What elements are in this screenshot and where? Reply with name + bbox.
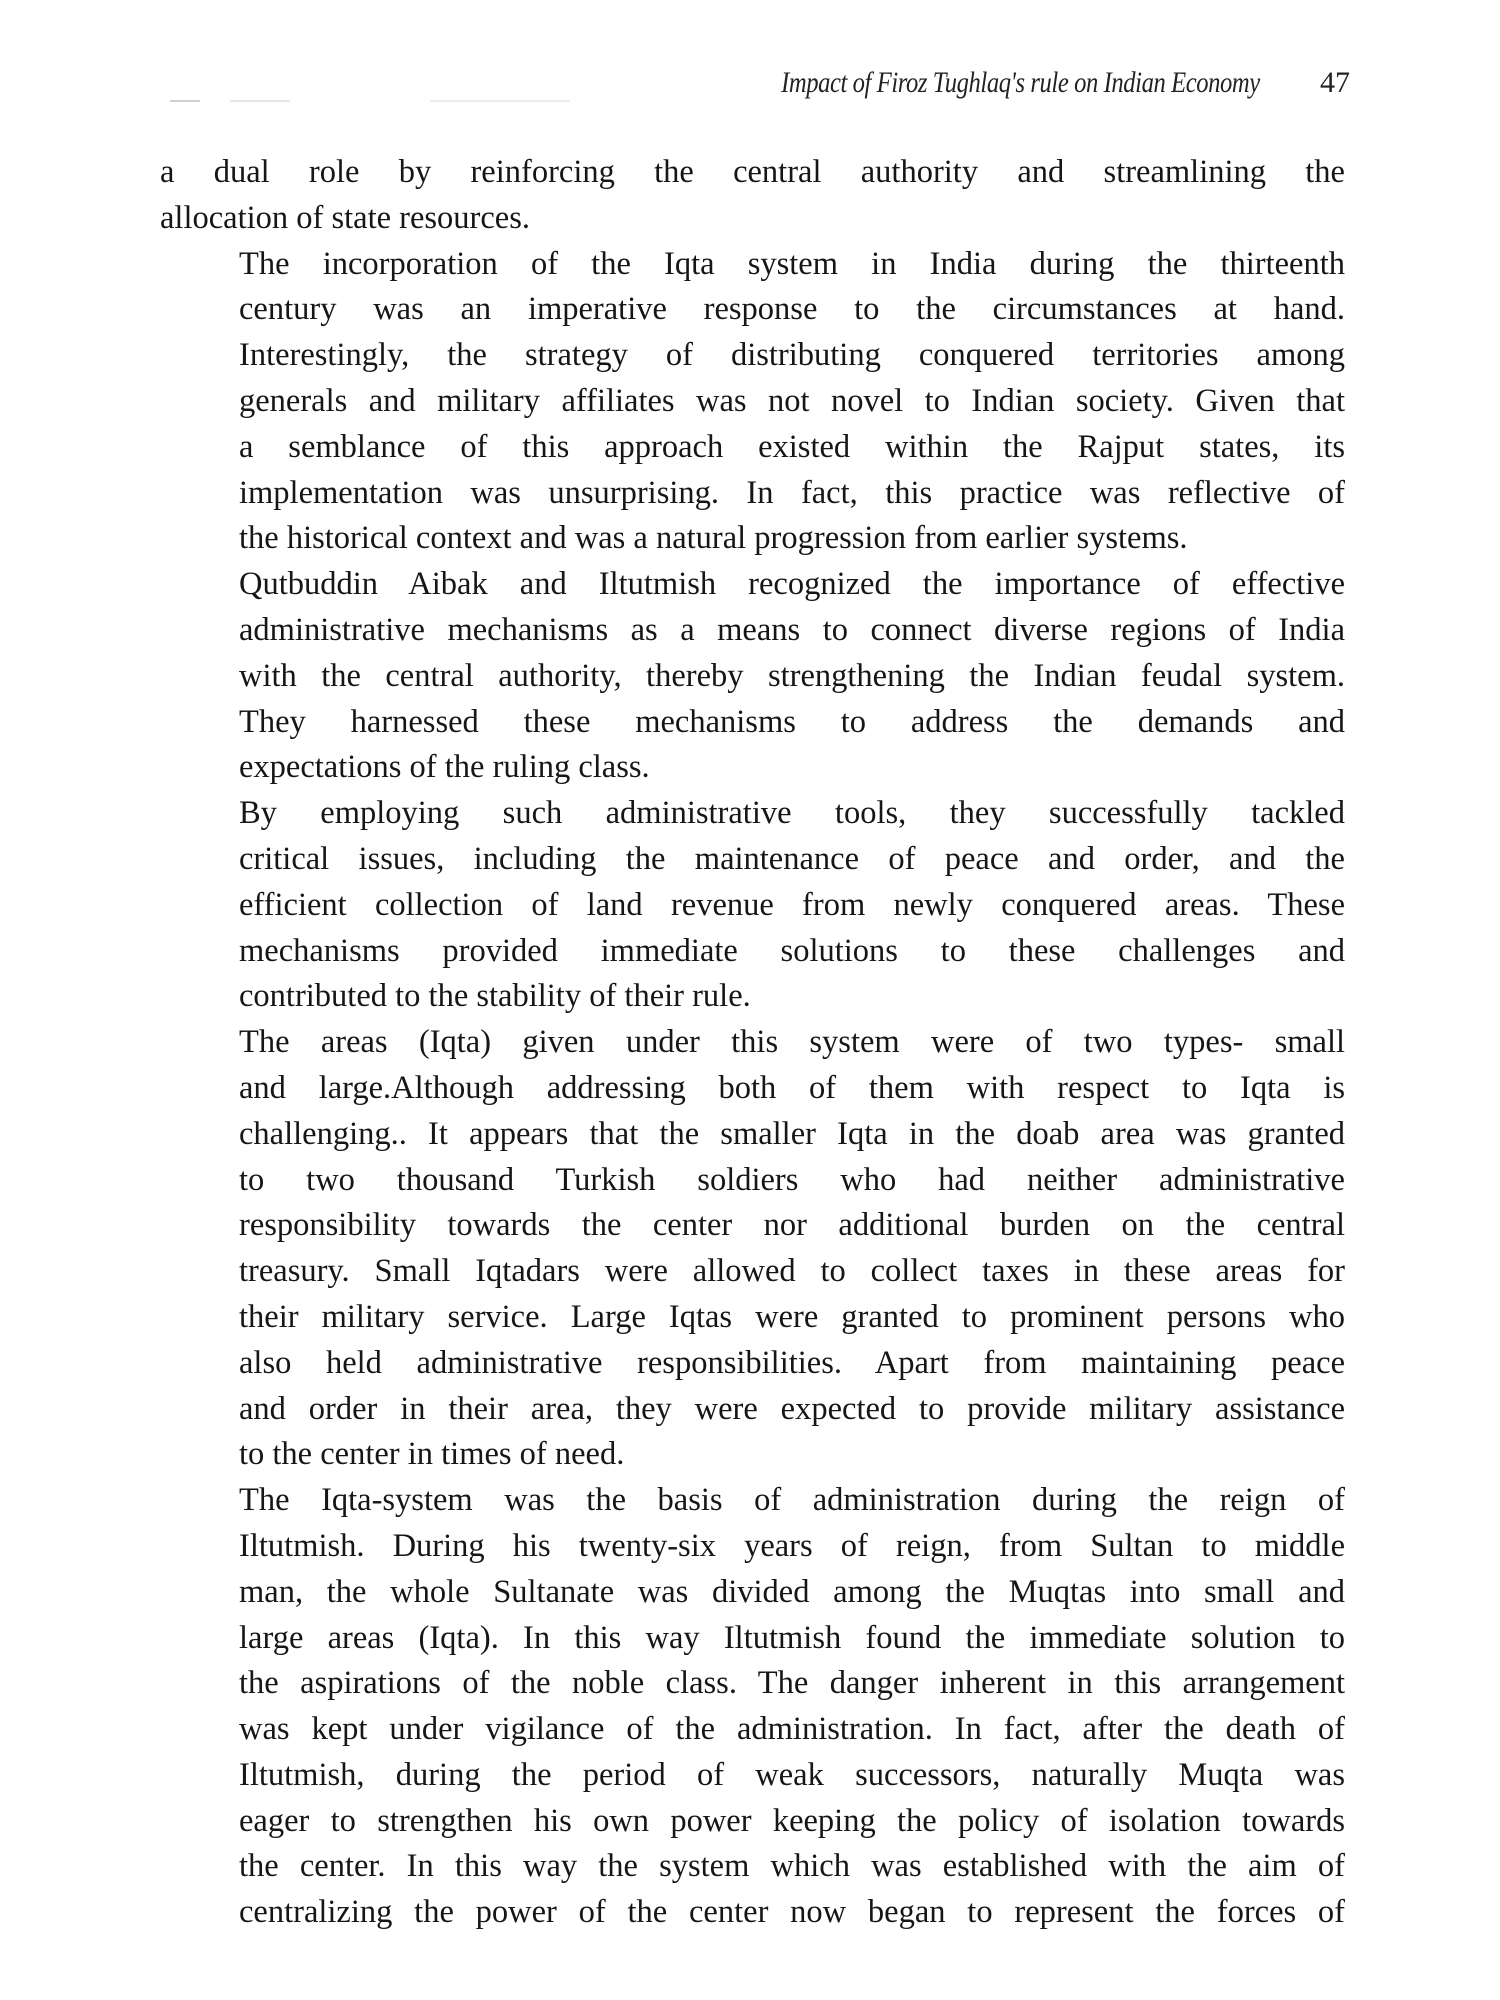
text-line: also held administrative responsibilities. Apart from maintaining peace bbox=[239, 1344, 1345, 1381]
text-line: treasury. Small Iqtadars were allowed to collect taxes in these areas for bbox=[239, 1253, 1345, 1290]
paragraph bbox=[160, 242, 1345, 563]
header-rule bbox=[170, 100, 770, 102]
paragraph bbox=[160, 791, 1345, 1020]
text-line: a semblance of this approach existed within the Rajput states, its bbox=[239, 428, 1345, 465]
text-line: mechanisms provided immediate solutions to these challenges and bbox=[239, 932, 1345, 969]
text-line: allocation of state resources. bbox=[160, 199, 530, 236]
text-line: Iltutmish, during the period of weak successors, naturally Muqta was bbox=[239, 1756, 1345, 1793]
text-line: The incorporation of the Iqta system in India during the thirteenth bbox=[239, 245, 1345, 282]
text-line: critical issues, including the maintenance of peace and order, and the bbox=[239, 840, 1345, 877]
text-line: administrative mechanisms as a means to connect diverse regions of India bbox=[239, 611, 1345, 648]
paragraph bbox=[160, 150, 1345, 242]
paragraph bbox=[160, 1478, 1345, 1753]
page-number: 47 bbox=[1320, 66, 1350, 99]
text-line: By employing such administrative tools, they successfully tackled bbox=[239, 795, 1345, 832]
text-line: Iltutmish. During his twenty-six years of reign, from Sultan to middle bbox=[239, 1527, 1345, 1564]
text-line: was kept under vigilance of the administration. In fact, after the death of bbox=[239, 1711, 1345, 1748]
paragraph bbox=[160, 562, 1345, 791]
paragraph bbox=[160, 1020, 1345, 1478]
text-line: centralizing the power of the center now began to represent the forces of bbox=[239, 1894, 1345, 1931]
text-line: generals and military affiliates was not novel to Indian society. Given that bbox=[239, 382, 1345, 419]
text-line: the aspirations of the noble class. The danger inherent in this arrangement bbox=[239, 1665, 1345, 1702]
text-line: their military service. Large Iqtas were granted to prominent persons who bbox=[239, 1298, 1345, 1335]
text-line: Qutbuddin Aibak and Iltutmish recognized the importance of effective bbox=[239, 566, 1345, 603]
text-line: expectations of the ruling class. bbox=[239, 749, 650, 786]
text-line: a dual role by reinforcing the central authority and streamlining the bbox=[160, 154, 1345, 190]
text-line: to the center in times of need. bbox=[239, 1436, 625, 1473]
text-line: the center. In this way the system which was established with the aim of bbox=[239, 1848, 1345, 1885]
text-line: The areas (Iqta) given under this system were of two types- small bbox=[239, 1024, 1345, 1061]
text-line: responsibility towards the center nor additional burden on the central bbox=[239, 1207, 1345, 1244]
text-line: contributed to the stability of their rule. bbox=[239, 978, 751, 1015]
text-line: man, the whole Sultanate was divided among the Muqtas into small and bbox=[239, 1573, 1345, 1610]
text-line: large areas (Iqta). In this way Iltutmish found the immediate solution to bbox=[239, 1619, 1345, 1656]
text-line: They harnessed these mechanisms to address the demands and bbox=[239, 703, 1345, 740]
text-line: The Iqta-system was the basis of administration during the reign of bbox=[239, 1482, 1345, 1519]
paragraph bbox=[160, 1753, 1345, 1936]
text-line: Interestingly, the strategy of distributing conquered territories among bbox=[239, 337, 1345, 374]
body-text bbox=[160, 150, 1345, 1936]
text-line: eager to strengthen his own power keeping the policy of isolation towards bbox=[239, 1802, 1345, 1839]
text-line: and order in their area, they were expected to provide military assistance bbox=[239, 1390, 1345, 1427]
text-line: the historical context and was a natural progression from earlier systems. bbox=[239, 520, 1188, 557]
text-line: century was an imperative response to the circumstances at hand. bbox=[239, 291, 1345, 328]
running-head: Impact of Firoz Tughlaq's rule on Indian Economy bbox=[781, 66, 1260, 99]
text-line: efficient collection of land revenue from newly conquered areas. These bbox=[239, 886, 1345, 923]
text-line: implementation was unsurprising. In fact, this practice was reflective of bbox=[239, 474, 1345, 511]
text-line: and large.Although addressing both of them with respect to Iqta is bbox=[239, 1069, 1345, 1106]
text-line: with the central authority, thereby strengthening the Indian feudal system. bbox=[239, 657, 1345, 694]
text-line: to two thousand Turkish soldiers who had neither administrative bbox=[239, 1161, 1345, 1198]
text-line: challenging.. It appears that the smaller Iqta in the doab area was granted bbox=[239, 1115, 1345, 1152]
